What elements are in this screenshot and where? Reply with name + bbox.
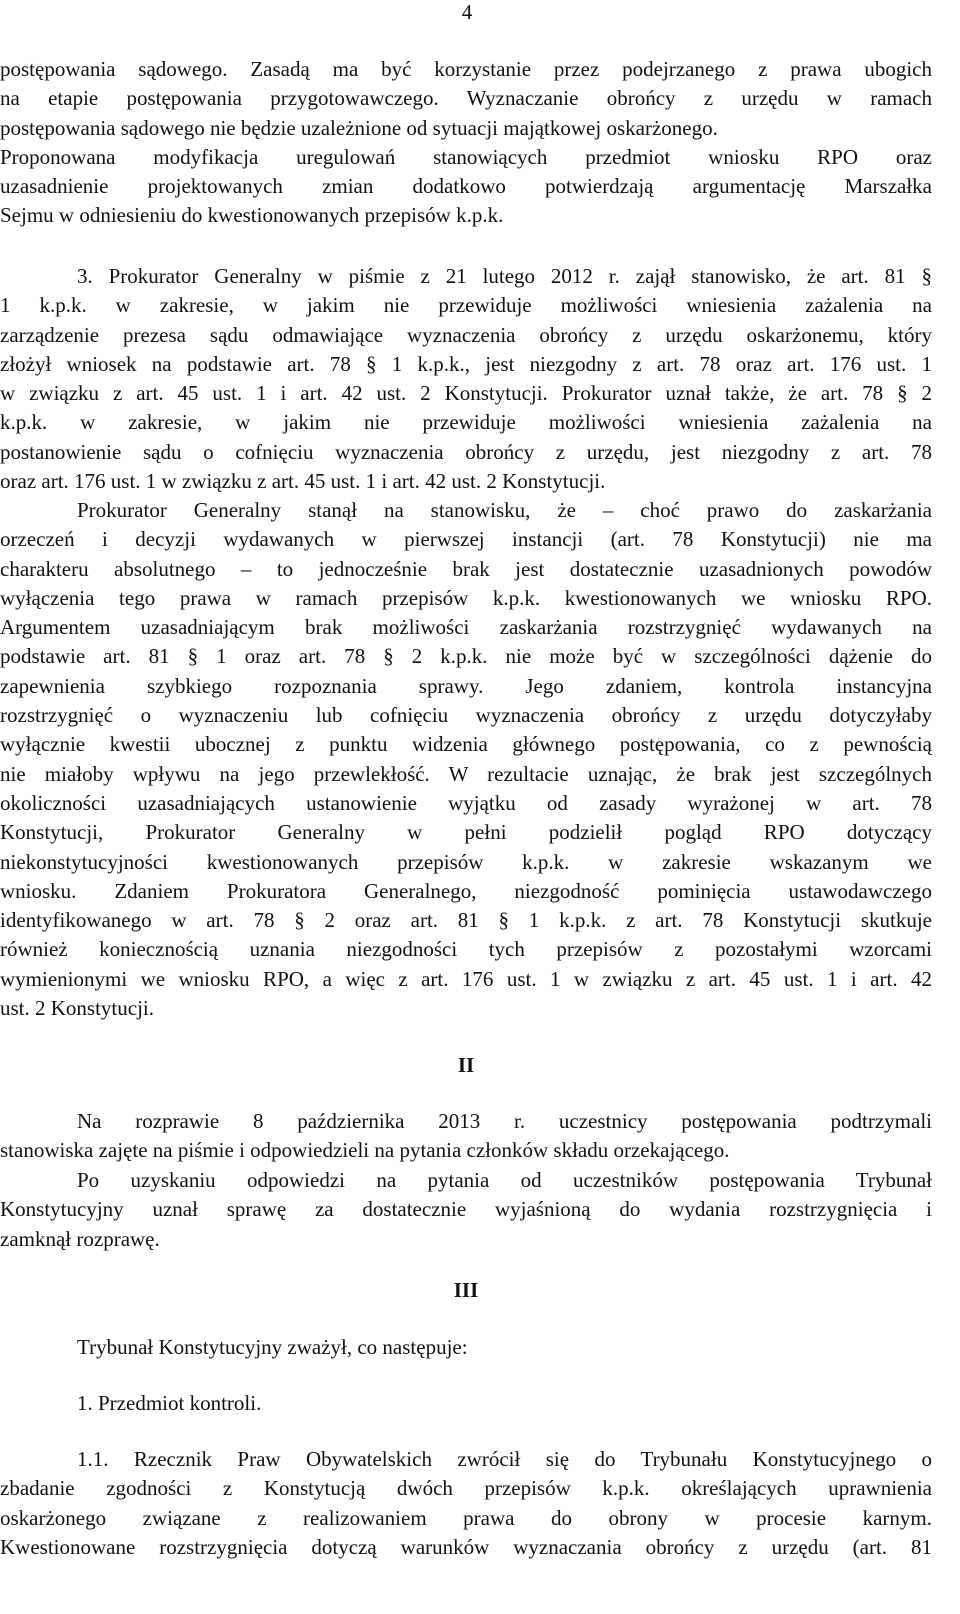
- paragraph-4: [0, 1107, 932, 1166]
- text-line: wyłącznie kwestii ubocznej z punktu widzenia głównego postępowania, co z pewnością: [0, 732, 932, 757]
- text-line: 1.1. Rzecznik Praw Obywatelskich zwrócił się do Trybunału Konstytucyjnego o: [77, 1447, 932, 1471]
- paragraph-3: [0, 496, 932, 1023]
- text-line: podstawie art. 81 § 1 oraz art. 78 § 2 k.p.k. nie może być w szczególności dążenie do: [0, 644, 932, 669]
- text-line: postanowienie sądu o cofnięciu wyznaczenia obrońcy z urzędu, jest niezgodny z art. 78: [0, 439, 932, 464]
- text-line: Konstytucji, Prokurator Generalny w pełni podzielił pogląd RPO dotyczący: [0, 820, 932, 845]
- paragraph-6: Trybunał Konstytucyjny zważył, co następuje:: [77, 1335, 468, 1359]
- text-line: Kwestionowane rozstrzygnięcia dotyczą warunków wyznaczania obrońcy z urzędu (art. 81: [0, 1534, 932, 1559]
- paragraph-5: [0, 1166, 932, 1254]
- paragraph-8: [0, 1445, 932, 1562]
- text-line: zbadanie zgodności z Konstytucją dwóch przepisów k.p.k. określających uprawnienia: [0, 1476, 932, 1501]
- text-line: stanowiska zajęte na piśmie i odpowiedzieli na pytania członków składu orzekającego.: [0, 1138, 730, 1163]
- paragraph-2: [0, 262, 932, 496]
- text-line: w związku z art. 45 ust. 1 i art. 42 ust. 2 Konstytucji. Prokurator uznał także, że art. 78 § 2: [0, 381, 932, 406]
- text-line: 1 k.p.k. w zakresie, w jakim nie przewiduje możliwości wniesienia zażalenia na: [0, 293, 932, 318]
- text-line: charakteru absolutnego – to jednocześnie brak jest dostatecznie uzasadnionych powodów: [0, 556, 932, 581]
- text-line: uzasadnienie projektowanych zmian dodatkowo potwierdzają argumentację Marszałka: [0, 174, 932, 199]
- text-line: niekonstytucyjności kwestionowanych przepisów k.p.k. w zakresie wskazanym we: [0, 849, 932, 874]
- text-line: Sejmu w odniesieniu do kwestionowanych przepisów k.p.k.: [0, 203, 504, 228]
- text-line: wymienionymi we wniosku RPO, a więc z art. 176 ust. 1 w związku z art. 45 ust. 1 i art. 42: [0, 966, 932, 991]
- text-line: identyfikowanego w art. 78 § 2 oraz art. 81 § 1 k.p.k. z art. 78 Konstytucji skutkuje: [0, 908, 932, 933]
- text-line: wniosku. Zdaniem Prokuratora Generalnego, niezgodność pominięcia ustawodawczego: [0, 878, 932, 903]
- text-line: k.p.k. w zakresie, w jakim nie przewiduje możliwości wniesienia zażalenia na: [0, 410, 932, 435]
- text-line: orzeczeń i decyzji wydawanych w pierwszej instancji (art. 78 Konstytucji) nie ma: [0, 527, 932, 552]
- text-line: 3. Prokurator Generalny w piśmie z 21 lutego 2012 r. zajął stanowisko, że art. 81 §: [77, 264, 932, 288]
- text-line: Konstytucyjny uznał sprawę za dostatecznie wyjaśnioną do wydania rozstrzygnięcia i: [0, 1197, 932, 1222]
- text-line: Argumentem uzasadniającym brak możliwości zaskarżania rozstrzygnięć wydawanych na: [0, 615, 932, 640]
- paragraph-1: [0, 55, 932, 231]
- text-line: Po uzyskaniu odpowiedzi na pytania od uczestników postępowania Trybunał: [77, 1168, 932, 1192]
- text-line: nie miałoby wpływu na jego przewlekłość. W rezultacie uznając, że brak jest szczególnych: [0, 761, 932, 786]
- text-line: złożył wniosek na podstawie art. 78 § 1 k.p.k., jest niezgodny z art. 78 oraz art. 176 ust. 1: [0, 351, 932, 376]
- paragraph-7: 1. Przedmiot kontroli.: [77, 1391, 262, 1415]
- text-line: również koniecznością uznania niezgodności tych przepisów z pozostałymi wzorcami: [0, 937, 932, 962]
- text-line: na etapie postępowania przygotowawczego. Wyznaczanie obrońcy z urzędu w ramach: [0, 86, 932, 111]
- text-line: Na rozprawie 8 października 2013 r. uczestnicy postępowania podtrzymali: [77, 1109, 932, 1133]
- page-number: 4: [461, 0, 473, 24]
- text-line: postępowania sądowego. Zasadą ma być korzystanie przez podejrzanego z prawa ubogich: [0, 57, 932, 81]
- text-line: wyłączenia tego prawa w ramach przepisów k.p.k. kwestionowanych we wniosku RPO.: [0, 585, 932, 610]
- text-line: zamknął rozprawę.: [0, 1226, 160, 1251]
- section-heading-iii: III: [453, 1278, 479, 1302]
- text-line: ust. 2 Konstytucji.: [0, 996, 155, 1021]
- text-line: zapewnienia szybkiego rozpoznania sprawy. Jego zdaniem, kontrola instancyjna: [0, 673, 932, 698]
- text-line: oraz art. 176 ust. 1 w związku z art. 45 ust. 1 i art. 42 ust. 2 Konstytucji.: [0, 469, 606, 494]
- text-line: Prokurator Generalny stanął na stanowisku, że – choć prawo do zaskarżania: [77, 498, 932, 522]
- text-line: postępowania sądowego nie będzie uzależnione od sytuacji majątkowej oskarżonego.: [0, 115, 718, 140]
- section-heading-ii: II: [457, 1053, 475, 1077]
- text-line: okoliczności uzasadniających ustanowienie wyjątku od zasady wyrażonej w art. 78: [0, 790, 932, 815]
- text-line: oskarżonego związane z realizowaniem prawa do obrony w procesie karnym.: [0, 1505, 932, 1530]
- text-line: rozstrzygnięć o wyznaczeniu lub cofnięciu wyznaczenia obrońcy z urzędu dotyczyłaby: [0, 703, 932, 728]
- text-line: Proponowana modyfikacja uregulowań stanowiących przedmiot wniosku RPO oraz: [0, 144, 932, 169]
- text-line: zarządzenie prezesa sądu odmawiające wyznaczenia obrońcy z urzędu oskarżonemu, który: [0, 322, 932, 347]
